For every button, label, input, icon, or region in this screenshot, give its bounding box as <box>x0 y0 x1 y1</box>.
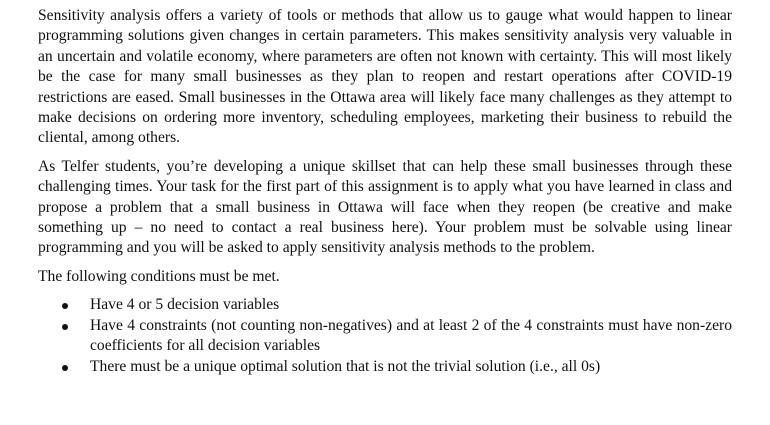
list-item <box>38 295 732 315</box>
intro-paragraph: Sensitivity analysis offers a variety of tools or methods that allow us to gauge what would happen to linear programming solutions given changes in certain parameters. This makes sensitivity analysis very valuable in an uncertain and volatile economy, where parameters are often not known with certainty. This will most likely be the case for many small businesses as they plan to reopen and restart operations after COVID-19 restrictions are eased. Small businesses in the Ottawa area will likely face many challenges as they attempt to make decisions on ordering more inventory, scheduling employees, marketing their business to rebuild the cliental, among others. <box>38 7 732 147</box>
conditions-list <box>38 295 732 377</box>
condition-text: Have 4 or 5 decision variables <box>90 296 280 314</box>
conditions-intro: The following conditions must be met. <box>38 267 280 285</box>
bullet-icon <box>62 365 68 371</box>
bullet-icon <box>62 303 68 309</box>
condition-text: There must be a unique optimal solution that is not the trivial solution (i.e., all 0s) <box>90 357 601 375</box>
task-paragraph: As Telfer students, you’re developing a unique skillset that can help these small businesses through these challenging times. Your task for the first part of this assignment is to apply what you have learned in class and propose a problem that a small business in Ottawa will face when they reopen (be creative and make something up – no need to contact a real business here). Your problem must be solvable using linear programming and you will be asked to apply sensitivity analysis methods to the problem. <box>38 157 732 257</box>
list-item <box>38 357 732 377</box>
bullet-icon <box>62 324 68 330</box>
list-item <box>38 316 732 357</box>
document-body <box>38 6 732 377</box>
condition-text: Have 4 constraints (not counting non-negatives) and at least 2 of the 4 constraints must have non-zero coefficients for all decision variables <box>90 316 732 355</box>
